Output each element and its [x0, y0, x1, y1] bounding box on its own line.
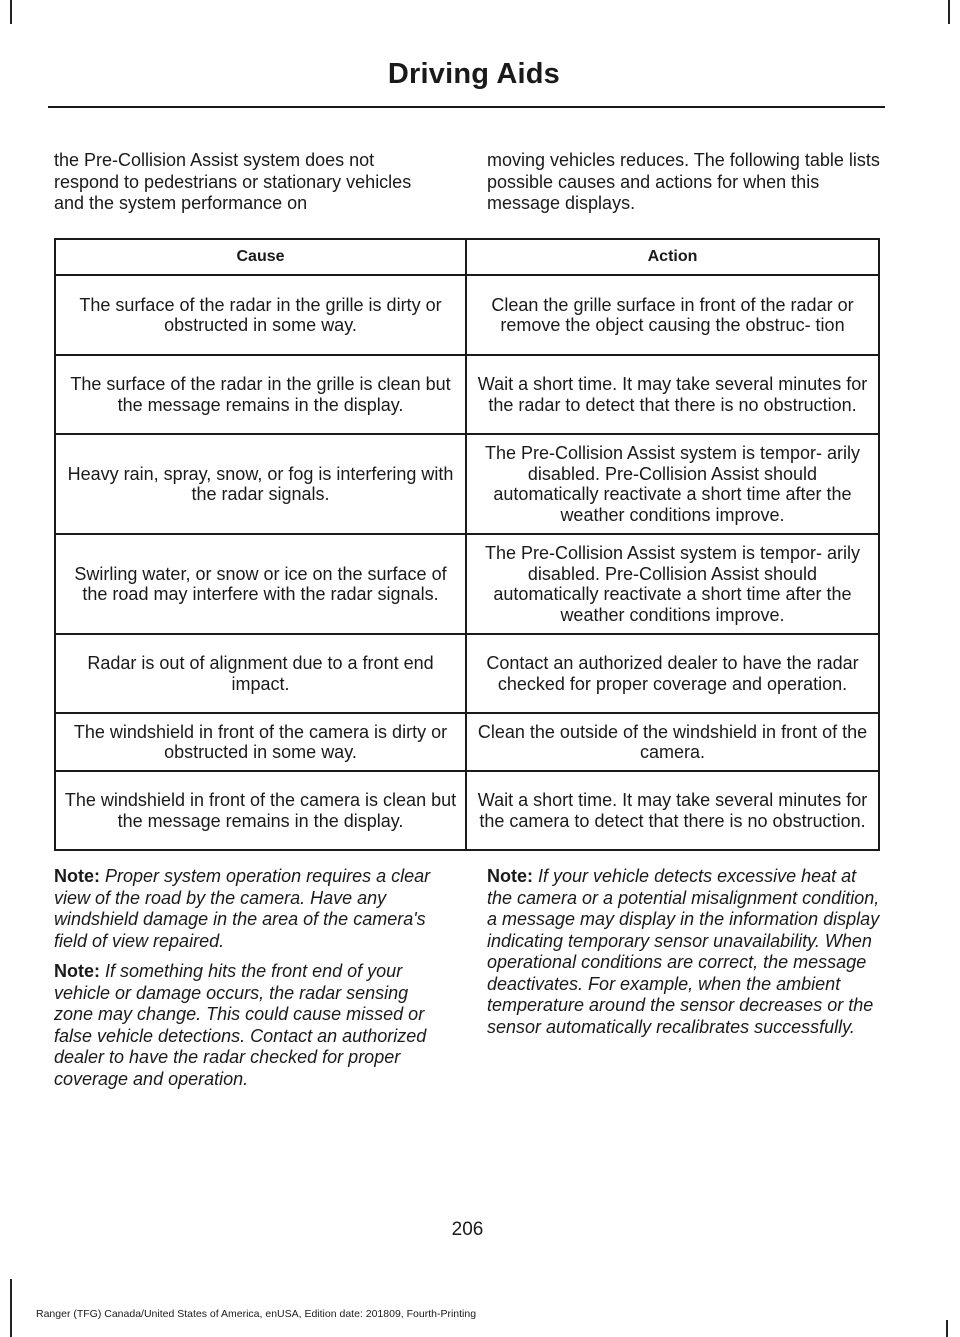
action-cell: Contact an authorized dealer to have the radar checked for proper coverage and operation.: [466, 634, 879, 713]
cause-cell: The windshield in front of the camera is clean but the message remains in the display.: [55, 771, 466, 850]
header-rule: [48, 106, 885, 108]
cause-cell: The surface of the radar in the grille is clean but the message remains in the display.: [55, 355, 466, 434]
table-row: [55, 275, 879, 355]
table-row: [55, 771, 879, 850]
notes-right-column: [487, 866, 882, 1047]
note-text: Proper system operation requires a clear view of the road by the camera. Have any windshield damage in the area of the camera's field of view repaired.: [54, 866, 431, 951]
action-cell: Clean the grille surface in front of the radar or remove the object causing the obstruc- tion: [466, 275, 879, 355]
crop-mark-top-left: [10, 0, 12, 24]
note-label: Note:: [487, 866, 533, 886]
note-paragraph: [487, 866, 882, 1038]
cause-cell: The windshield in front of the camera is dirty or obstructed in some way.: [55, 713, 466, 771]
note-text: If your vehicle detects excessive heat at the camera or a potential misalignment condition, a message may display in the information display indicating temporary sensor unavailability. When operational conditions are correct, the message deactivates. For example, when the ambient temperature around the sensor decreases or the sensor automatically recalibrates successfully.: [487, 866, 880, 1037]
table-row: [55, 634, 879, 713]
notes-left-column: [54, 866, 449, 1099]
cause-cell: The surface of the radar in the grille is dirty or obstructed in some way.: [55, 275, 466, 355]
table-row: [55, 355, 879, 434]
action-cell: Clean the outside of the windshield in front of the camera.: [466, 713, 879, 771]
action-cell: The Pre-Collision Assist system is tempor- arily disabled. Pre-Collision Assist should automatically reactivate a short time after the weather conditions improve.: [466, 534, 879, 634]
note-label: Note:: [54, 961, 100, 981]
column-header-action: Action: [466, 239, 879, 275]
table-row: [55, 534, 879, 634]
intro-text-right: moving vehicles reduces. The following table lists possible causes and actions for when this message displays.: [487, 150, 880, 213]
column-header-cause: Cause: [55, 239, 466, 275]
action-cell: Wait a short time. It may take several minutes for the camera to detect that there is no obstruction.: [466, 771, 879, 850]
table-row: [55, 713, 879, 771]
intro-text-left: the Pre-Collision Assist system does not respond to pedestrians or stationary vehicles and the system performance on: [54, 150, 412, 213]
table-row: [55, 434, 879, 534]
note-paragraph: [54, 961, 449, 1090]
section-title: Driving Aids: [387, 58, 560, 90]
cause-cell: Swirling water, or snow or ice on the surface of the road may interfere with the radar signals.: [55, 534, 466, 634]
action-cell: Wait a short time. It may take several minutes for the radar to detect that there is no obstruction.: [466, 355, 879, 434]
crop-mark-bottom-left: [10, 1279, 12, 1337]
cause-cell: Heavy rain, spray, snow, or fog is interfering with the radar signals.: [55, 434, 466, 534]
crop-mark-top-right: [948, 0, 950, 24]
page-number: 206: [451, 1219, 484, 1240]
note-label: Note:: [54, 866, 100, 886]
footer-edition-text: Ranger (TFG) Canada/United States of America, enUSA, Edition date: 201809, Fourth-Printing: [36, 1308, 477, 1320]
table-header-row: [55, 239, 879, 275]
note-paragraph: [54, 866, 449, 952]
cause-cell: Radar is out of alignment due to a front end impact.: [55, 634, 466, 713]
action-cell: The Pre-Collision Assist system is tempor- arily disabled. Pre-Collision Assist should automatically reactivate a short time after the weather conditions improve.: [466, 434, 879, 534]
causes-actions-table: [54, 238, 880, 851]
crop-mark-bottom-right: [946, 1320, 948, 1337]
note-text: If something hits the front end of your vehicle or damage occurs, the radar sensing zone may change. This could cause missed or false vehicle detections. Contact an authorized dealer to have the radar checked for proper coverage and operation.: [54, 961, 427, 1089]
